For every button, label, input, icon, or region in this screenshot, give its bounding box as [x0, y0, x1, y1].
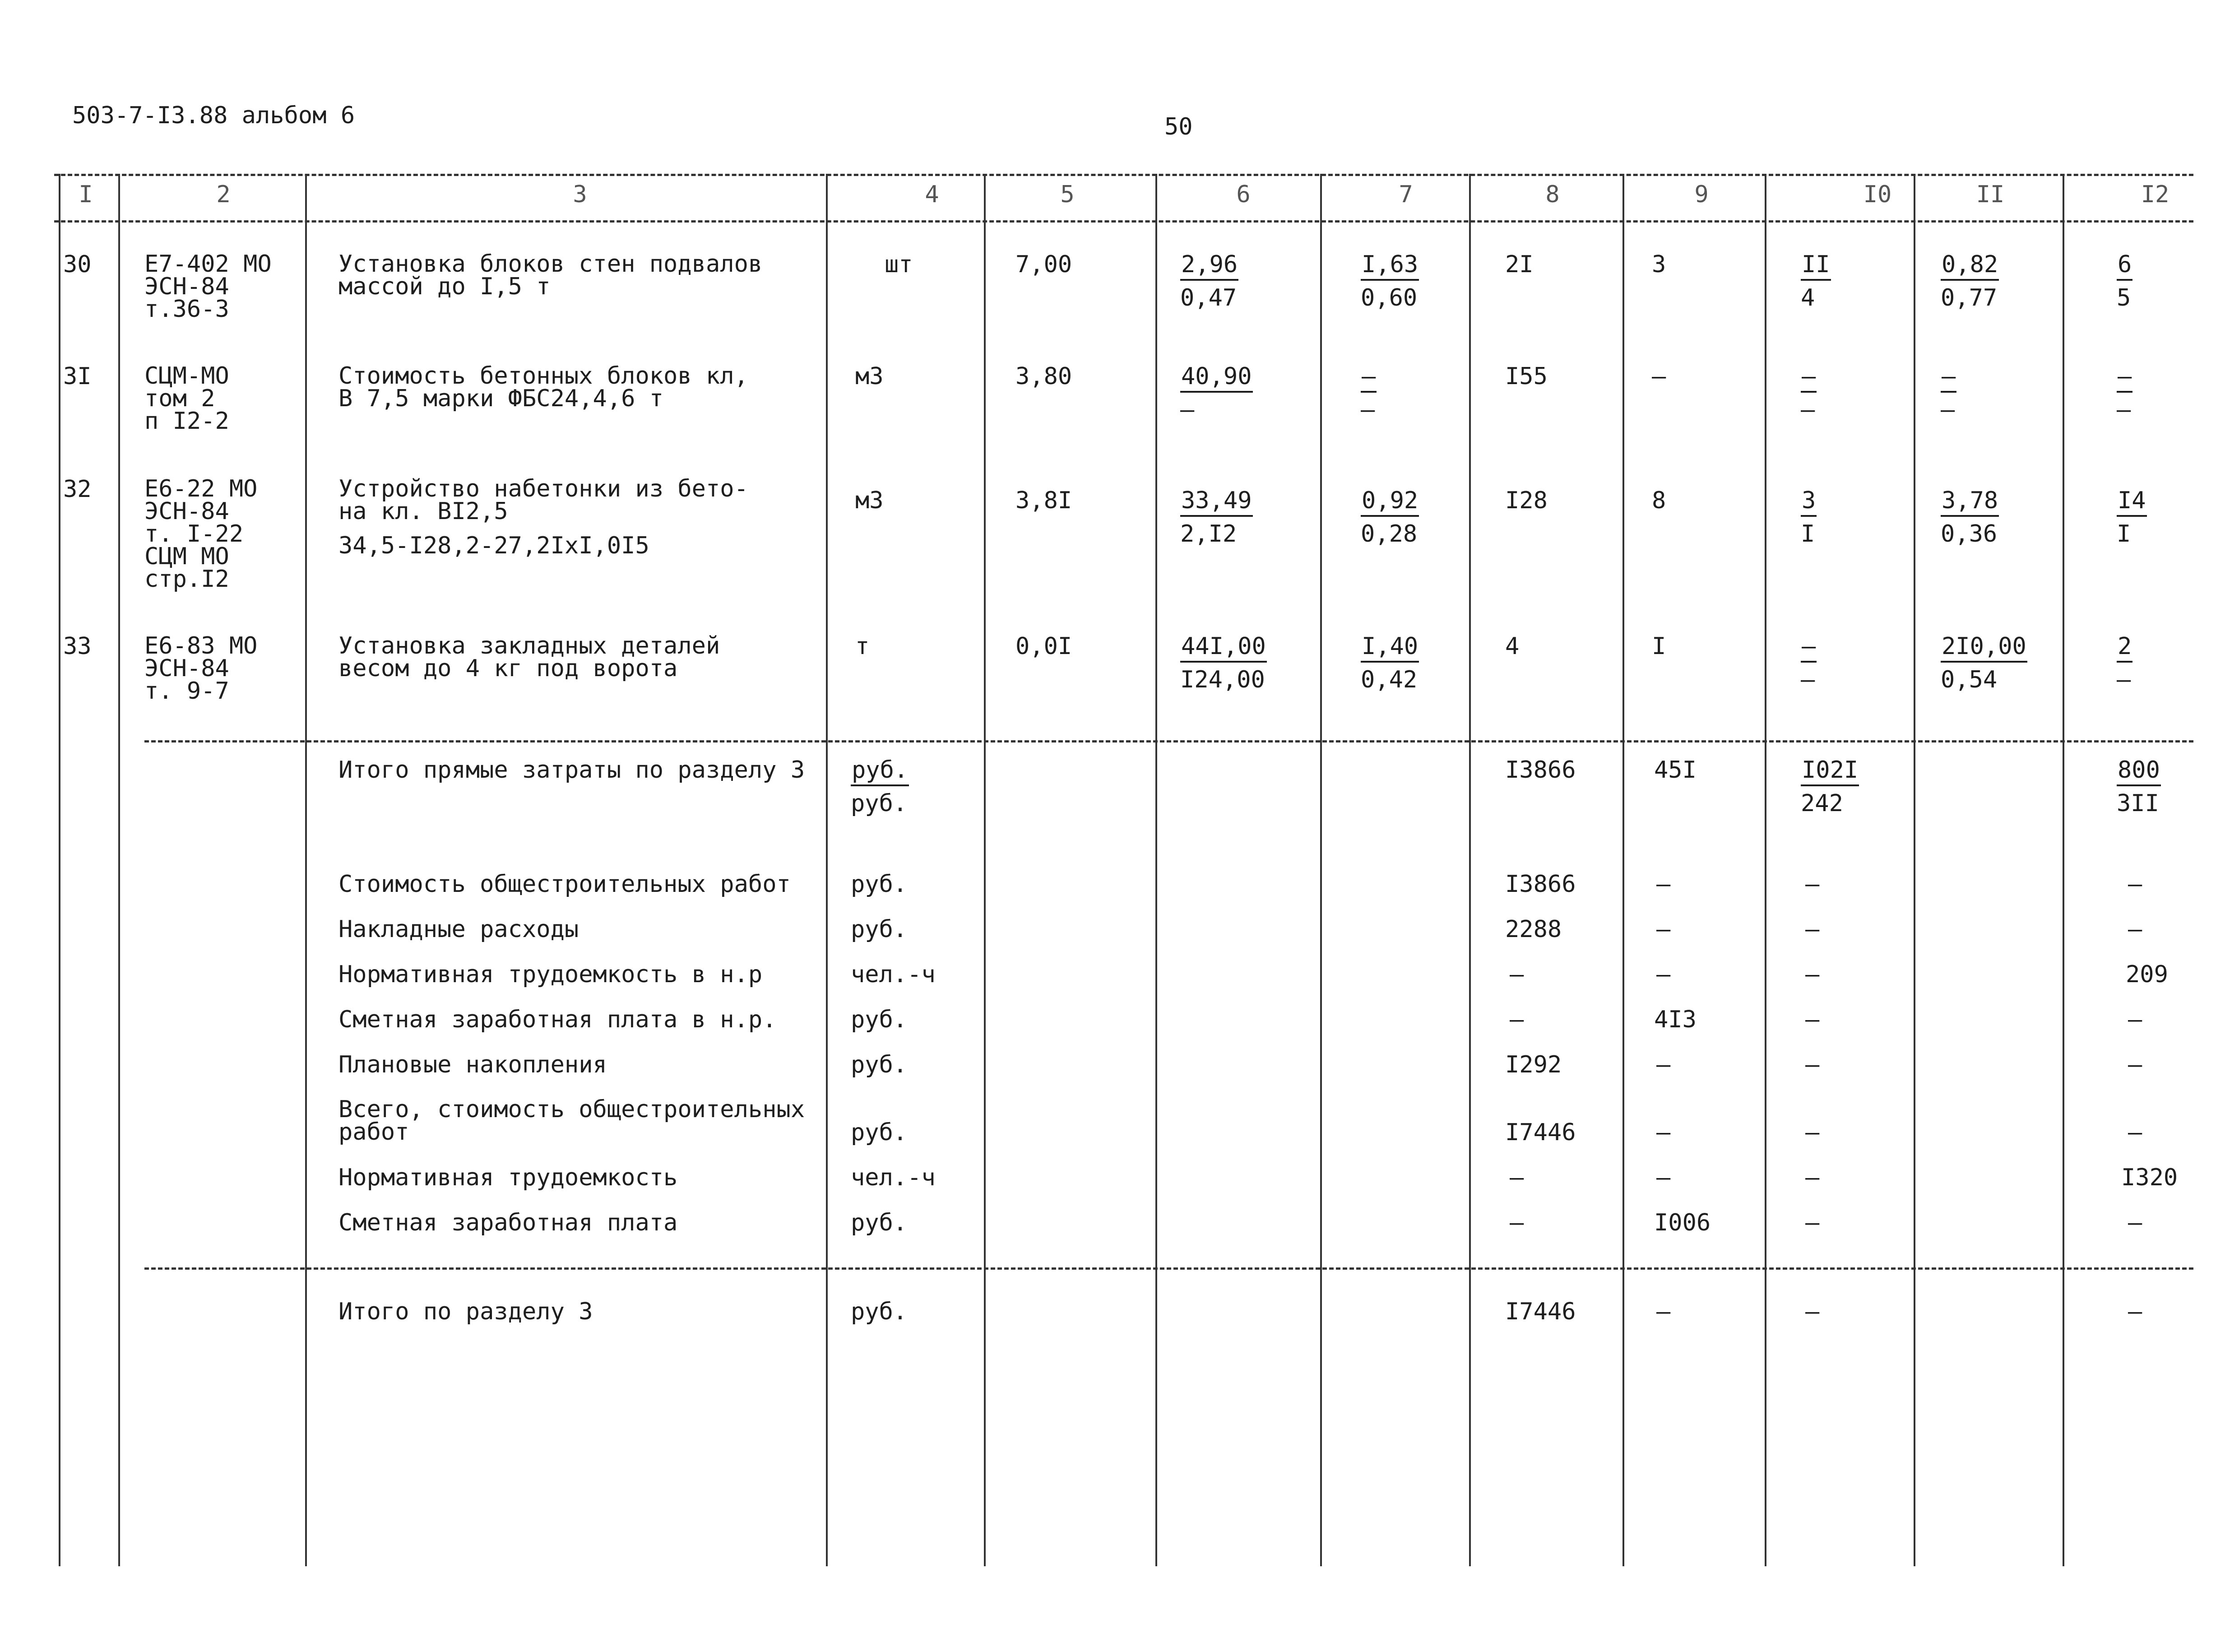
- cost-fraction-c6: $\frac{33,49}{2,I2}$: [1180, 487, 1252, 548]
- cost-c9: –: [1656, 1119, 1671, 1146]
- summary-unit: руб.: [851, 871, 908, 898]
- column-header: 7: [1399, 181, 1413, 208]
- cost-c8: 2I: [1505, 251, 1534, 278]
- column-line: [1320, 174, 1322, 1566]
- summary-unit: руб.: [851, 1051, 908, 1078]
- column-line: [305, 174, 307, 1566]
- unit: м3: [855, 487, 884, 514]
- cost-fraction-c11: $\frac{2I0,00}{0,54}$: [1941, 633, 2026, 693]
- cost-fraction-c12: – –: [2117, 363, 2132, 423]
- cost-c12: –: [2128, 1051, 2142, 1078]
- column-line: [1914, 174, 1915, 1566]
- work-description: Устройство набетонки из бето- на кл. BI2,5: [338, 475, 748, 525]
- quantity: 3,80: [1015, 363, 1072, 390]
- cost-fraction-c6: $\frac{44I,00}{I24,00}$: [1180, 633, 1266, 693]
- summary-label: Нормативная трудоемкость: [338, 1164, 678, 1191]
- cost-fraction-c7: – –: [1361, 363, 1376, 423]
- summary-label: Сметная заработная плата в н.р.: [338, 1006, 777, 1033]
- cost-fraction-c12: $\frac{I4}{I}$: [2117, 487, 2146, 548]
- cost-c10: –: [1805, 1164, 1820, 1191]
- cost-c8: 4: [1505, 633, 1520, 660]
- cost-c12: –: [2128, 871, 2142, 898]
- cost-fraction-c12: $\frac{800}{3II}$: [2117, 756, 2160, 817]
- unit-fraction: руб. руб.: [851, 756, 909, 817]
- summary-unit: руб.: [851, 1006, 908, 1033]
- summary-unit: руб.: [851, 1209, 908, 1236]
- cost-c9: 8: [1652, 487, 1666, 514]
- cost-c8: –: [1510, 961, 1524, 988]
- summary-unit: чел.-ч: [851, 1164, 936, 1191]
- cost-c12: –: [2128, 1006, 2142, 1033]
- cost-c9: –: [1656, 961, 1671, 988]
- cost-fraction-c10: $\frac{II}{4}$: [1801, 251, 1830, 311]
- column-header: 6: [1236, 181, 1251, 208]
- cost-c8: –: [1510, 1006, 1524, 1033]
- norm-code: Е6-83 МО ЭСН-84 т. 9-7: [144, 632, 258, 705]
- column-header: 2: [216, 181, 231, 208]
- cost-fraction-c7: $\frac{0,92}{0,28}$: [1361, 487, 1418, 548]
- cost-c9: –: [1656, 1164, 1671, 1191]
- cost-c8: I292: [1505, 1051, 1562, 1078]
- column-line: [59, 174, 60, 1566]
- unit: м3: [855, 363, 884, 390]
- cost-c8: I7446: [1505, 1119, 1576, 1146]
- cost-c12: –: [2128, 1209, 2142, 1236]
- page-number: 50: [1164, 113, 1193, 140]
- cost-c8: –: [1510, 1209, 1524, 1236]
- cost-fraction-c7: $\frac{I,63}{0,60}$: [1361, 251, 1418, 311]
- summary-label: Сметная заработная плата: [338, 1209, 678, 1236]
- column-header: I0: [1863, 181, 1892, 208]
- cost-c9: –: [1656, 1051, 1671, 1078]
- cost-fraction-c7: $\frac{I,40}{0,42}$: [1361, 633, 1418, 693]
- work-description: Стоимость бетонных блоков кл, В 7,5 марки ФБС24,4,6 т: [338, 362, 748, 412]
- column-line: [1155, 174, 1157, 1566]
- column-line: [2063, 174, 2064, 1566]
- column-header: 4: [925, 181, 939, 208]
- summary-unit: руб.: [851, 1119, 908, 1146]
- cost-c12: 209: [2126, 961, 2168, 988]
- cost-c10: –: [1805, 1298, 1820, 1325]
- cost-c12: I320: [2121, 1164, 2178, 1191]
- quantity: 3,8I: [1015, 487, 1072, 514]
- cost-c12: –: [2128, 1119, 2142, 1146]
- quantity: 0,0I: [1015, 633, 1072, 660]
- column-header: 8: [1545, 181, 1560, 208]
- cost-fraction-c10: $\frac{3}{I}$: [1801, 487, 1816, 548]
- header-bottom-rule: [54, 220, 2193, 223]
- cost-fraction-c11: $\frac{0,82}{0,77}$: [1941, 251, 1998, 311]
- cost-c9: 4I3: [1654, 1006, 1697, 1033]
- cost-c8: I55: [1505, 363, 1548, 390]
- cost-c8: –: [1510, 1164, 1524, 1191]
- cost-c9: 3: [1652, 251, 1666, 278]
- summary-unit: руб.: [851, 1298, 908, 1325]
- cost-fraction-c10: – –: [1801, 633, 1816, 693]
- column-header: 5: [1060, 181, 1075, 208]
- calculation-note: 34,5-I28,2-27,2IxI,0I5: [338, 532, 649, 559]
- cost-fraction-c6: $\frac{2,96}{0,47}$: [1180, 251, 1238, 311]
- cost-c12: –: [2128, 916, 2142, 943]
- cost-c10: –: [1805, 916, 1820, 943]
- cost-c10: –: [1805, 1119, 1820, 1146]
- column-header: II: [1976, 181, 2005, 208]
- row-number: 30: [63, 251, 92, 278]
- unit: шт: [885, 251, 913, 278]
- cost-c9: 45I: [1654, 756, 1697, 784]
- column-line: [826, 174, 828, 1566]
- summary-label: Всего, стоимость общестроительных работ: [338, 1096, 805, 1146]
- cost-c9: –: [1652, 363, 1666, 390]
- summary-label: Плановые накопления: [338, 1051, 607, 1078]
- cost-fraction-c11: – –: [1941, 363, 1956, 423]
- column-header: I: [79, 181, 93, 208]
- column-line: [1622, 174, 1624, 1566]
- row-number: 33: [63, 633, 92, 660]
- summary-unit: руб.: [851, 916, 908, 943]
- cost-c10: –: [1805, 961, 1820, 988]
- cost-c8: I3866: [1505, 871, 1576, 898]
- column-line: [118, 174, 120, 1566]
- cost-c9: –: [1656, 871, 1671, 898]
- summary-label: Итого прямые затраты по разделу 3: [338, 756, 805, 784]
- cost-fraction-c12: 2 –: [2117, 633, 2132, 693]
- cost-c9: I: [1652, 633, 1666, 660]
- cost-c8: I28: [1505, 487, 1548, 514]
- summary-label: Стоимость общестроительных работ: [338, 871, 791, 898]
- cost-fraction-c10: – –: [1801, 363, 1816, 423]
- summary-label: Нормативная трудоемкость в н.р: [338, 961, 763, 988]
- summary-label: Накладные расходы: [338, 916, 579, 943]
- work-description: Установка закладных деталей весом до 4 кг под ворота: [338, 632, 720, 682]
- column-header: 3: [573, 181, 587, 208]
- quantity: 7,00: [1015, 251, 1072, 278]
- cost-fraction-c10: $\frac{I02I}{242}$: [1801, 756, 1859, 817]
- cost-fraction-c11: $\frac{3,78}{0,36}$: [1941, 487, 1998, 548]
- cost-fraction-c12: $\frac{6}{5}$: [2117, 251, 2132, 311]
- header-top-rule: [54, 174, 2193, 176]
- section-divider-1: [144, 740, 2193, 742]
- cost-c10: –: [1805, 1051, 1820, 1078]
- cost-c8: I7446: [1505, 1298, 1576, 1325]
- cost-c10: –: [1805, 1006, 1820, 1033]
- norm-code: Е7-402 МО ЭСН-84 т.36-3: [144, 251, 272, 323]
- cost-fraction-c6: 40,90 –: [1180, 363, 1252, 423]
- cost-c8: 2288: [1505, 916, 1562, 943]
- norm-code: Е6-22 МО ЭСН-84 т. I-22 СЦМ МО стр.I2: [144, 475, 258, 593]
- summary-unit: чел.-ч: [851, 961, 936, 988]
- column-header: 9: [1694, 181, 1709, 208]
- cost-c10: –: [1805, 871, 1820, 898]
- cost-c10: –: [1805, 1209, 1820, 1236]
- cost-c12: –: [2128, 1298, 2142, 1325]
- row-number: 32: [63, 476, 92, 503]
- section-divider-2: [144, 1267, 2193, 1270]
- column-line: [1765, 174, 1766, 1566]
- cost-c8: I3866: [1505, 756, 1576, 784]
- document-code: 503-7-I3.88 альбом 6: [72, 102, 355, 129]
- norm-code: СЦМ-МО том 2 п I2-2: [144, 362, 229, 435]
- row-number: 3I: [63, 363, 92, 390]
- column-header: I2: [2141, 181, 2169, 208]
- cost-c9: –: [1656, 916, 1671, 943]
- column-line: [984, 174, 986, 1566]
- unit: т: [855, 633, 870, 660]
- cost-c9: I006: [1654, 1209, 1711, 1236]
- cost-c9: –: [1656, 1298, 1671, 1325]
- column-line: [1469, 174, 1471, 1566]
- summary-label: Итого по разделу 3: [338, 1298, 593, 1325]
- work-description: Установка блоков стен подвалов массой до I,5 т: [338, 251, 763, 300]
